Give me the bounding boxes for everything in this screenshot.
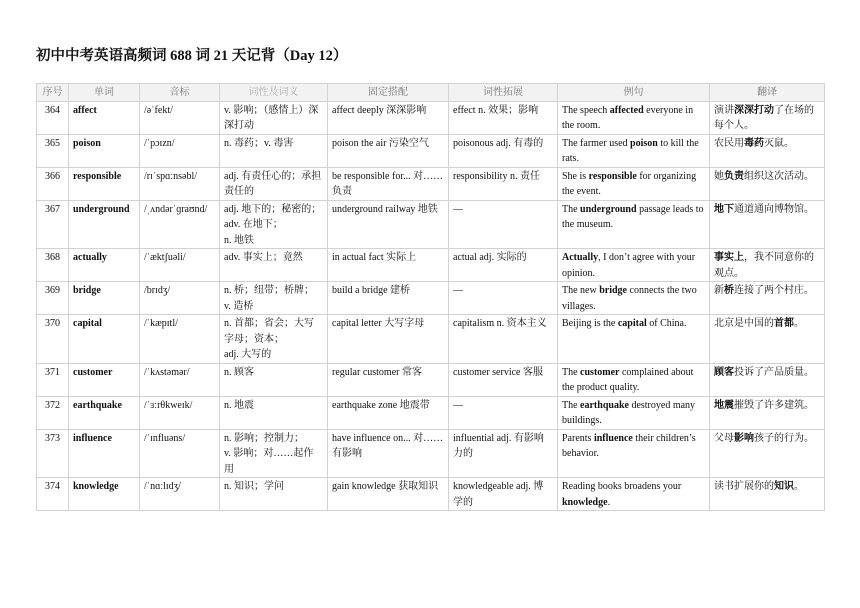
highlight-word: earthquake [580,399,629,411]
table-row [37,363,825,396]
row-example-sentence [558,249,710,282]
row-pos-meaning [220,429,328,478]
row-translation [710,282,825,315]
text-part: 连接了两个村庄。 [734,285,814,296]
row-extension: knowledgeable adj. 博学的 [449,478,558,511]
row-phonetic: /brɪdʒ/ [140,282,220,315]
text-part: Beijing is the [562,318,618,329]
row-index: 370 [37,315,69,364]
table-row [37,315,825,364]
highlight-word: 桥 [724,285,734,296]
header-pos-meaning: 词性及词义 [220,84,328,102]
row-pos-meaning [220,134,328,167]
text-part: 投诉了产品质量。 [734,366,814,378]
text-part: , I don’t agree with your opinion. [562,252,696,279]
table-row [37,249,825,282]
row-translation [710,363,825,396]
text-part: ，我不同意你的观点。 [714,252,814,279]
pos-line: n. 影响；控制力； [224,432,304,444]
text-part: The farmer used [562,137,631,149]
text-part: 通道通向博物馆。 [734,203,814,215]
row-collocation: in actual fact 实际上 [328,249,449,282]
row-word: poison [69,134,140,167]
row-phonetic: /rɪˈspɑːnsəbl/ [140,167,220,200]
row-index: 364 [37,101,69,134]
row-example-sentence [558,200,710,249]
text-part: 孩子的行为。 [754,432,814,444]
row-pos-meaning [220,363,328,396]
text-part: to kill the rats. [562,137,699,164]
row-index: 365 [37,134,69,167]
row-translation [710,167,825,200]
highlight-word: poison [630,137,658,149]
header-example: 例句 [558,84,710,102]
text-part: destroyed many buildings. [562,399,696,426]
highlight-word: customer [580,366,620,378]
pos-line: adv. 在地下； [224,219,283,230]
row-collocation: be responsible for... 对……负责 [328,167,449,200]
row-word: actually [69,249,140,282]
highlight-word: 影响 [734,432,754,444]
text-part: . [607,496,611,508]
highlight-word: influence [593,432,633,444]
header-collocation: 固定搭配 [328,84,449,102]
highlight-word: capital [617,318,647,329]
text-part: 新 [714,285,724,296]
row-phonetic: /ˈɜːrθkweɪk/ [140,396,220,429]
pos-line: n. 顾客 [224,366,254,378]
row-word: capital [69,315,140,364]
row-translation [710,101,825,134]
row-extension: actual adj. 实际的 [449,249,558,282]
table-row [37,134,825,167]
table-row [37,282,825,315]
row-phonetic: /ˈkʌstəmər/ [140,363,220,396]
pos-line: adj. 大写的 [224,349,272,360]
row-pos-meaning [220,396,328,429]
text-part: The [562,366,581,378]
row-example-sentence [558,363,710,396]
pos-line: v. 影响；对……起作用 [224,448,314,475]
text-part: The new [562,285,600,296]
row-pos-meaning [220,249,328,282]
row-example-sentence [558,134,710,167]
row-word: knowledge [69,478,140,511]
row-index: 367 [37,200,69,249]
text-part: 演讲 [714,104,734,116]
row-word: bridge [69,282,140,315]
text-part: She is [562,170,589,182]
page-title: 初中中考英语高频词 688 词 21 天记背（Day 12） [36,48,348,64]
row-word: customer [69,363,140,396]
row-word: earthquake [69,396,140,429]
row-collocation: regular customer 常客 [328,363,449,396]
header-phonetic: 音标 [140,84,220,102]
row-translation [710,249,825,282]
row-example-sentence [558,101,710,134]
row-phonetic: /ˌʌndərˈɡraʊnd/ [140,200,220,249]
pos-line: v. 造桥 [224,300,254,312]
text-part: 。 [794,481,804,492]
row-pos-meaning [220,101,328,134]
row-word: influence [69,429,140,478]
text-part: of China. [646,318,687,329]
pos-line: n. 地震 [224,399,254,411]
row-index: 373 [37,429,69,478]
text-part: Parents [562,432,594,444]
row-extension: customer service 客服 [449,363,558,396]
vocabulary-table [36,83,825,511]
row-collocation: build a bridge 建桥 [328,282,449,315]
row-word: affect [69,101,140,134]
row-extension: — [449,396,558,429]
row-extension: poisonous adj. 有毒的 [449,134,558,167]
pos-line: n. 地铁 [224,234,254,246]
row-collocation: have influence on... 对……有影响 [328,429,449,478]
pos-line: n. 桥；纽带；桥牌； [224,285,314,296]
row-example-sentence [558,167,710,200]
row-index: 368 [37,249,69,282]
text-part: 组织这次活动。 [744,170,814,182]
text-part: 农民用 [714,137,744,149]
highlight-word: 深深打动 [734,104,774,116]
text-part: The [562,399,581,411]
row-extension: effect n. 效果；影响 [449,101,558,134]
highlight-word: 地震 [714,399,734,411]
table-row [37,396,825,429]
pos-line: adj. 有责任心的；承担责任的 [224,170,322,197]
row-pos-meaning [220,315,328,364]
text-part: 了在场的每个人。 [714,104,814,131]
row-phonetic: /ˈnɑːlɪdʒ/ [140,478,220,511]
highlight-word: responsible [588,170,637,182]
row-pos-meaning [220,200,328,249]
text-part: 读书扩展你的 [714,481,774,492]
row-extension: — [449,200,558,249]
row-index: 372 [37,396,69,429]
header-word: 单词 [69,84,140,102]
row-example-sentence [558,282,710,315]
text-part: The [562,203,581,215]
text-part: for organizing the event. [562,170,697,197]
row-pos-meaning [220,282,328,315]
text-part: 北京是中国的 [714,318,774,329]
table-row [37,200,825,249]
row-pos-meaning [220,478,328,511]
row-collocation: underground railway 地铁 [328,200,449,249]
highlight-word: underground [580,203,637,215]
row-translation [710,134,825,167]
highlight-word: affected [609,104,644,116]
highlight-word: 事实上 [714,252,744,263]
row-translation [710,315,825,364]
row-word: responsible [69,167,140,200]
row-collocation: poison the air 污染空气 [328,134,449,167]
row-phonetic: /əˈfekt/ [140,101,220,134]
table-row [37,101,825,134]
row-index: 371 [37,363,69,396]
row-example-sentence [558,429,710,478]
row-phonetic: /ˈɪnfluəns/ [140,429,220,478]
highlight-word: 顾客 [714,366,734,378]
highlight-word: bridge [599,285,627,296]
row-index: 366 [37,167,69,200]
header-extension: 词性拓展 [449,84,558,102]
table-row [37,429,825,478]
text-part: passage leads to the museum. [562,203,704,230]
text-part: The speech [562,104,610,116]
text-part: 父母 [714,432,734,444]
text-part: everyone in the room. [562,104,694,131]
row-collocation: gain knowledge 获取知识 [328,478,449,511]
text-part: 灭鼠。 [764,137,794,149]
highlight-word: 毒药 [744,137,764,149]
pos-line: n. 毒药；v. 毒害 [224,137,294,149]
text-part: 。 [794,318,804,329]
pos-line: adj. 地下的；秘密的； [224,203,322,215]
row-extension: capitalism n. 资本主义 [449,315,558,364]
row-index: 374 [37,478,69,511]
highlight-word: 地下 [714,203,734,215]
pos-line: v. 影响；（感情上）深深打动 [224,104,319,131]
text-part: their children’s behavior. [562,432,696,459]
row-translation [710,429,825,478]
pos-line: n. 首都；省会；大写字母；资本； [224,318,314,345]
text-part: complained about the product quality. [562,366,694,393]
text-part: 她 [714,170,724,182]
row-example-sentence [558,396,710,429]
row-example-sentence [558,315,710,364]
table-row [37,167,825,200]
row-extension: influential adj. 有影响力的 [449,429,558,478]
table-row [37,478,825,511]
row-collocation: affect deeply 深深影响 [328,101,449,134]
row-translation [710,396,825,429]
row-word: underground [69,200,140,249]
row-phonetic: /ˈpɔɪzn/ [140,134,220,167]
row-collocation: earthquake zone 地震带 [328,396,449,429]
highlight-word: 首都 [774,318,794,329]
row-translation [710,478,825,511]
row-extension: — [449,282,558,315]
row-phonetic: /ˈæktʃuəli/ [140,249,220,282]
text-part: 摧毁了许多建筑。 [734,399,814,411]
table-header-row [37,84,825,102]
row-translation [710,200,825,249]
header-index: 序号 [37,84,69,102]
highlight-word: 负责 [724,170,744,182]
highlight-word: knowledge [562,496,608,508]
row-example-sentence [558,478,710,511]
text-part: Reading books broadens your [562,481,682,492]
text-part: connects the two villages. [562,285,697,312]
header-translation: 翻译 [710,84,825,102]
row-extension: responsibility n. 责任 [449,167,558,200]
row-phonetic: /ˈkæpɪtl/ [140,315,220,364]
row-pos-meaning [220,167,328,200]
pos-line: n. 知识；学问 [224,481,284,492]
highlight-word: Actually [562,252,599,263]
row-index: 369 [37,282,69,315]
highlight-word: 知识 [774,481,794,492]
pos-line: adv. 事实上；竟然 [224,252,303,263]
row-collocation: capital letter 大写字母 [328,315,449,364]
